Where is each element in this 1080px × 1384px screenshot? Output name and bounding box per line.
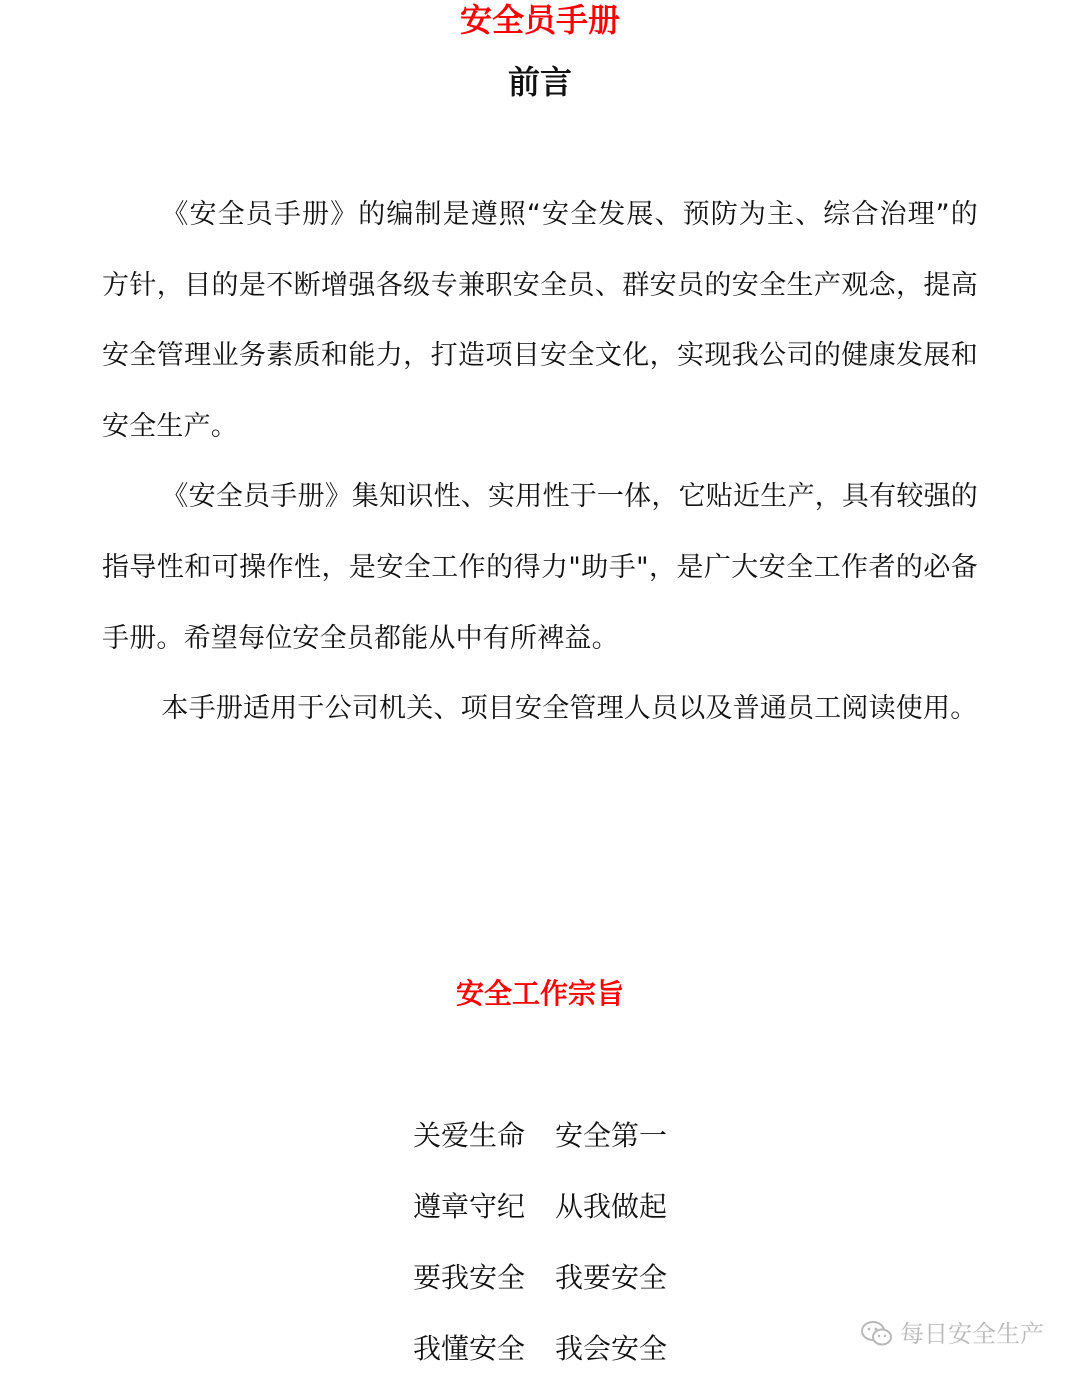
wechat-icon [860,1319,894,1349]
document-title: 安全员手册 [459,1,620,39]
watermark [860,1316,1044,1352]
slogan-right: 从我做起 [555,1190,668,1223]
slogan-right: 安全第一 [555,1119,668,1152]
slogan-row [0,1100,1080,1171]
slogan-row [0,1171,1080,1242]
tenet-heading: 安全工作宗旨 [455,977,624,1010]
preface-paragraph: 本手册适用于公司机关、项目安全管理人员以及普通员工阅读使用。 [161,693,978,725]
slogan-left: 我懂安全 [412,1332,525,1365]
slogan-row [0,1242,1080,1313]
slogan-right: 我要安全 [555,1261,668,1294]
watermark-text: 每日安全生产 [900,1320,1044,1348]
slogan-left: 遵章守纪 [412,1190,525,1223]
slogan-right: 我会安全 [555,1332,668,1365]
preface-paragraph: 《安全员手册》集知识性、实用性于一体，它贴近生产，具有较强的指导性和可操作性，是安全工作的得力"助手"，是广大安全工作者的必备手册。希望每位安全员都能从中有所裨益。 [102,481,978,654]
preface-heading: 前言 [507,63,572,101]
slogan-left: 关爱生命 [412,1119,525,1152]
slogan-left: 要我安全 [412,1261,525,1294]
preface-body [102,180,978,745]
preface-paragraph: 《安全员手册》的编制是遵照“安全发展、预防为主、综合治理”的方针，目的是不断增强各级专兼职安全员、群安员的安全生产观念，提高安全管理业务素质和能力，打造项目安全文化，实现我公司的健康发展和安全生产。 [102,199,978,442]
